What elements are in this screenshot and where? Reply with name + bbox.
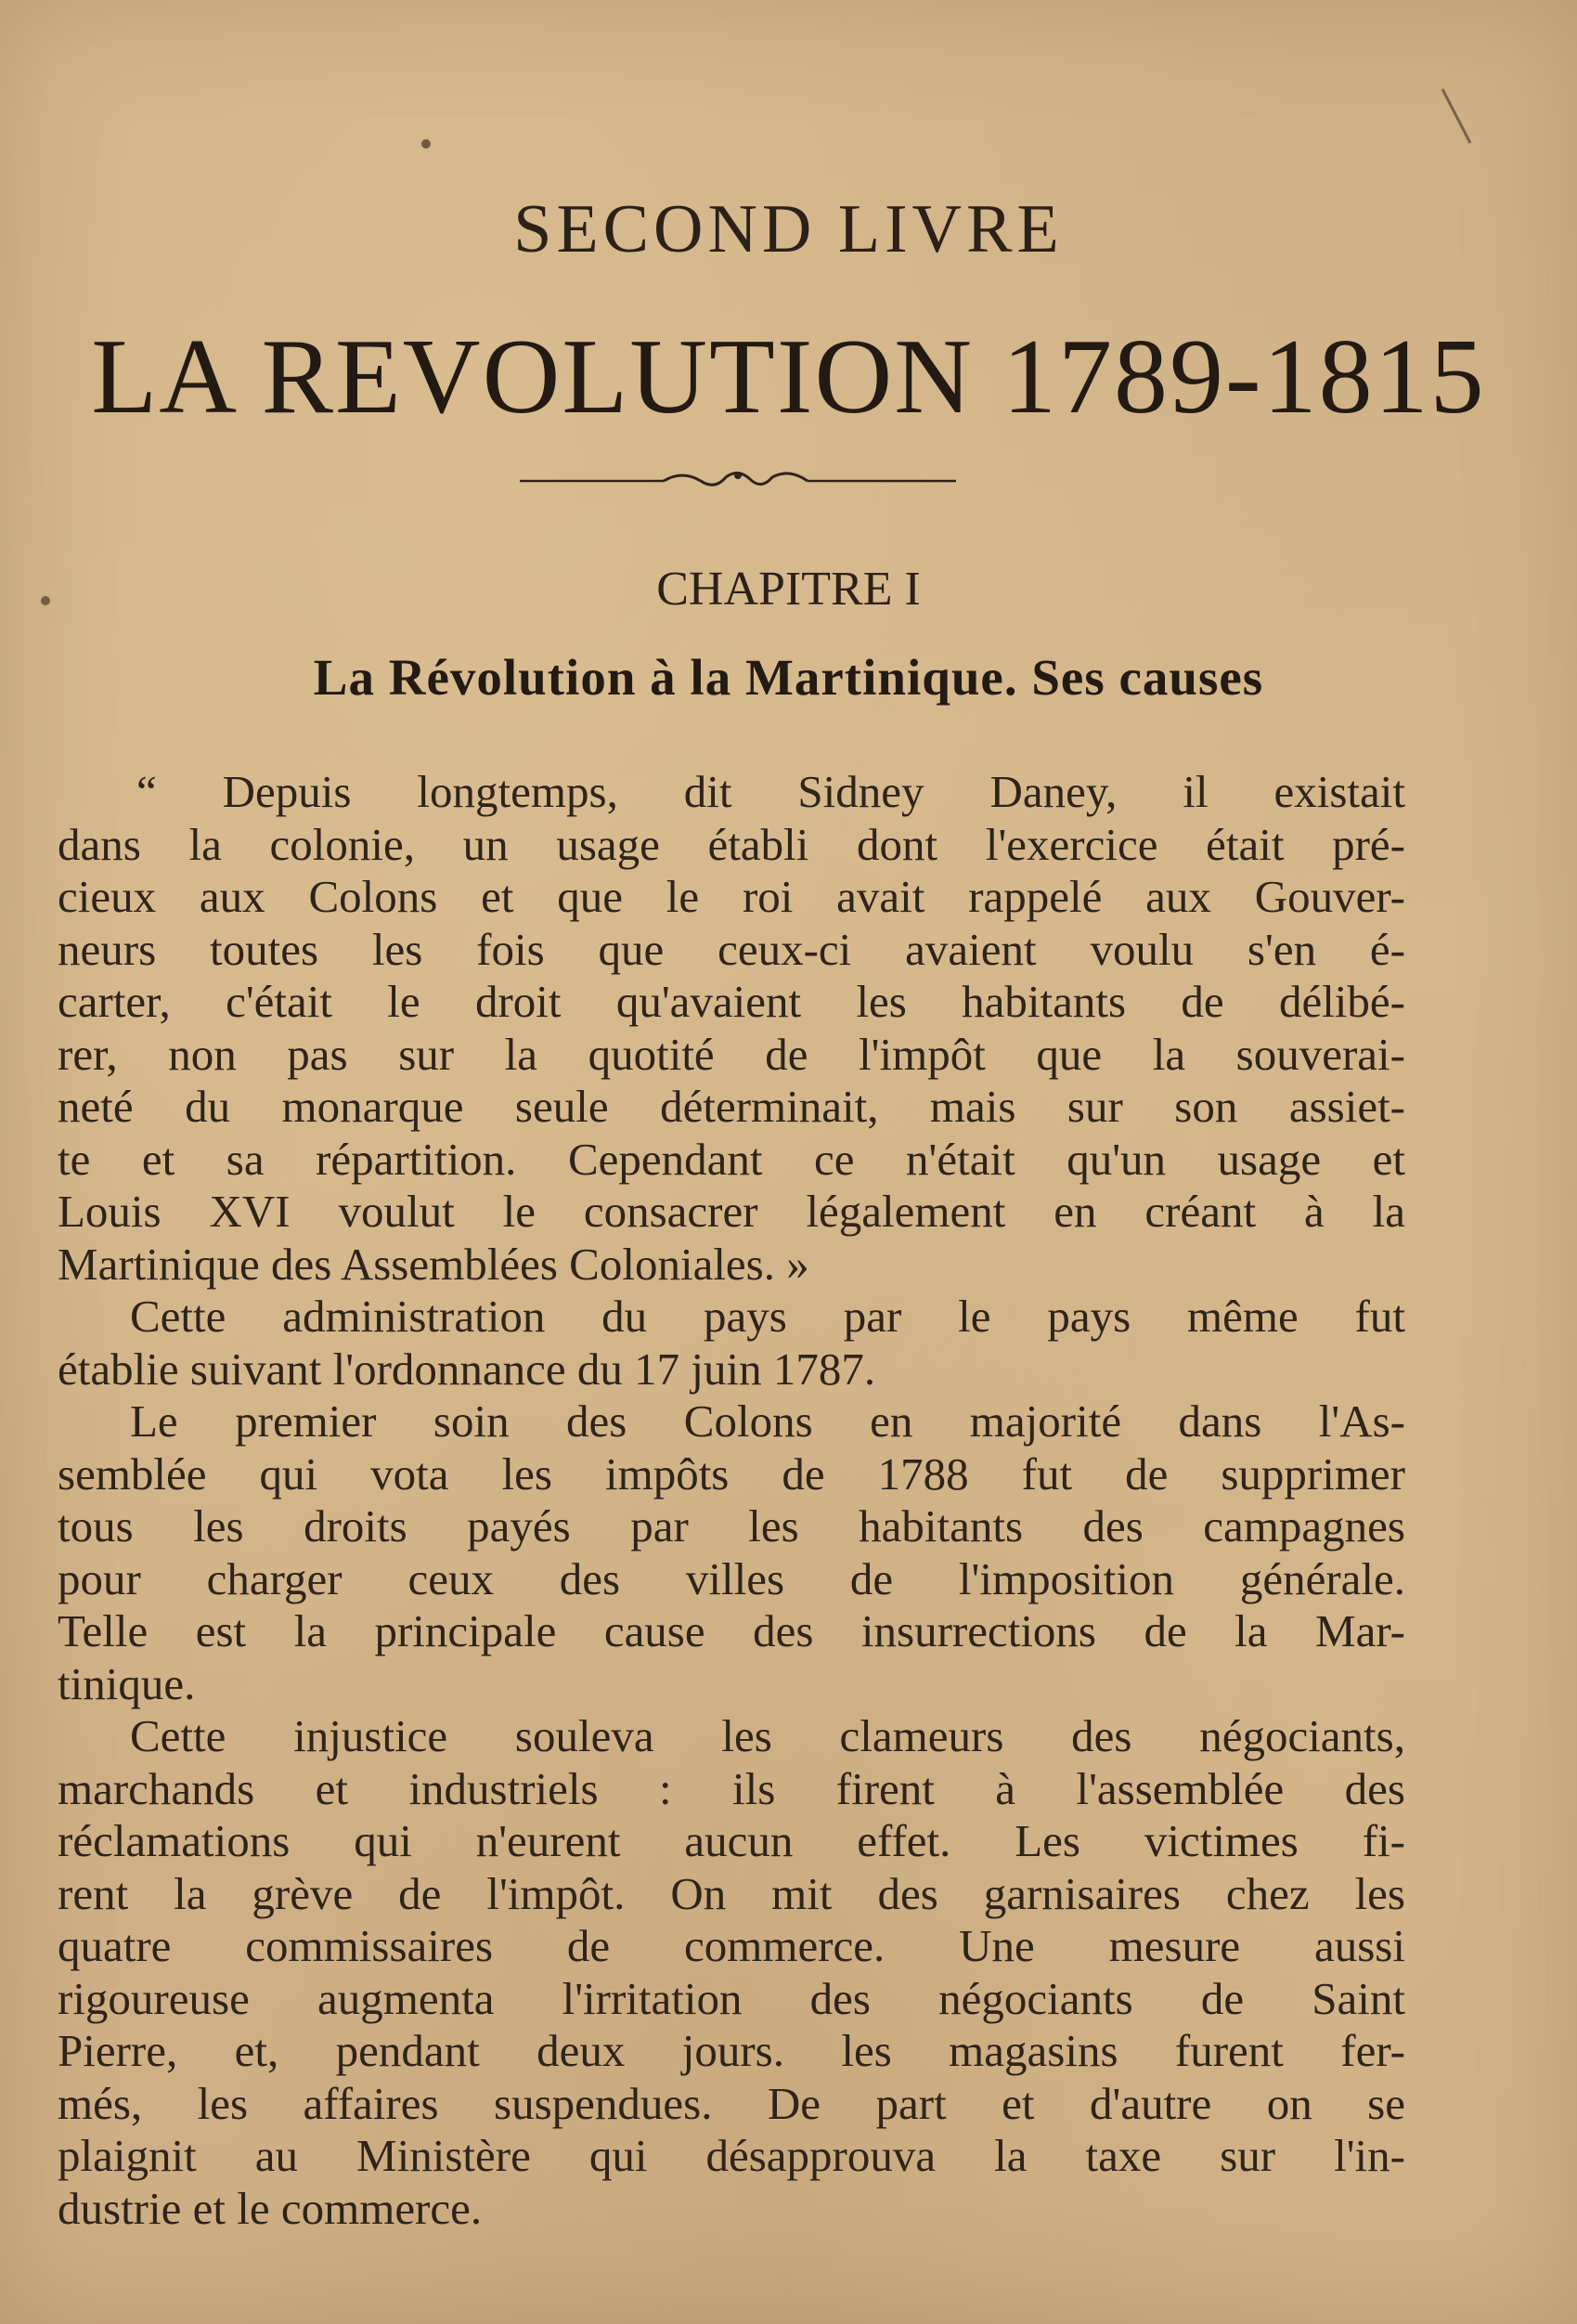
text-line: rent la grève de l'impôt. On mit des garnisaires chez les — [58, 1867, 1405, 1919]
text-line: més, les affaires suspendues. De part et d'autre on se — [58, 2077, 1405, 2129]
text-line: Telle est la principale cause des insurrections de la Mar- — [58, 1605, 1405, 1656]
series-title: SECOND LIVRE — [513, 191, 1064, 267]
text-line: carter, c'était le droit qu'avaient les habitants de délibé- — [58, 976, 1405, 1027]
chapter-title: La Révolution à la Martinique. Ses causes — [313, 649, 1264, 706]
text-line: réclamations qui n'eurent aucun effet. Les victimes fi- — [58, 1815, 1405, 1866]
paper-scratch-mark — [1439, 85, 1476, 150]
text-line: Martinique des Assemblées Coloniales. » — [58, 1238, 809, 1290]
text-line: Pierre, et, pendant deux jours. les magasins furent fer- — [58, 2025, 1405, 2076]
text-line: te et sa répartition. Cependant ce n'était qu'un usage et — [58, 1133, 1405, 1185]
text-line: semblée qui vota les impôts de 1788 fut de supprimer — [58, 1448, 1405, 1500]
main-title: LA REVOLUTION 1789-1815 — [91, 318, 1486, 436]
text-line: rer, non pas sur la quotité de l'impôt que la souverai- — [58, 1028, 1405, 1080]
text-line: cieux aux Colons et que le roi avait rappelé aux Gouver- — [58, 871, 1405, 922]
text-line: Cette injustice souleva les clameurs des négociants, — [130, 1710, 1405, 1761]
text-line: établie suivant l'ordonnance du 17 juin 1787. — [58, 1343, 876, 1395]
text-line: Le premier soin des Colons en majorité dans l'As- — [130, 1396, 1405, 1447]
text-line: tous les droits payés par les habitants des campagnes — [58, 1500, 1405, 1551]
body-text — [58, 766, 1405, 2235]
text-line: plaignit au Ministère qui désapprouva la taxe sur l'in- — [58, 2130, 1405, 2181]
text-line: quatre commissaires de commerce. Une mesure aussi — [58, 1920, 1405, 1971]
text-line: tinique. — [58, 1657, 196, 1709]
text-line: pour charger ceux des villes de l'imposition générale. — [58, 1552, 1405, 1604]
paper-speck-mark — [420, 137, 433, 150]
text-line: dustrie et le commerce. — [58, 2182, 483, 2234]
text-line: Louis XVI voulut le consacrer légalement en créant à la — [58, 1186, 1405, 1237]
text-line: neurs toutes les fois que ceux-ci avaient voulu s'en é- — [58, 923, 1405, 975]
chapter-heading: CHAPITRE I — [656, 563, 921, 616]
text-line: “ Depuis longtemps, dit Sidney Daney, il existait — [136, 766, 1405, 817]
text-line: dans la colonie, un usage établi dont l'exercice était pré- — [58, 818, 1405, 870]
text-line: Cette administration du pays par le pays même fut — [130, 1291, 1405, 1342]
text-line: neté du monarque seule déterminait, mais sur son assiet- — [58, 1081, 1405, 1132]
text-line: rigoureuse augmenta l'irritation des négociants de Saint — [58, 1972, 1405, 2024]
text-line: marchands et industriels : ils firent à l'assemblée des — [58, 1762, 1405, 1814]
ornamental-divider-icon — [520, 462, 956, 500]
